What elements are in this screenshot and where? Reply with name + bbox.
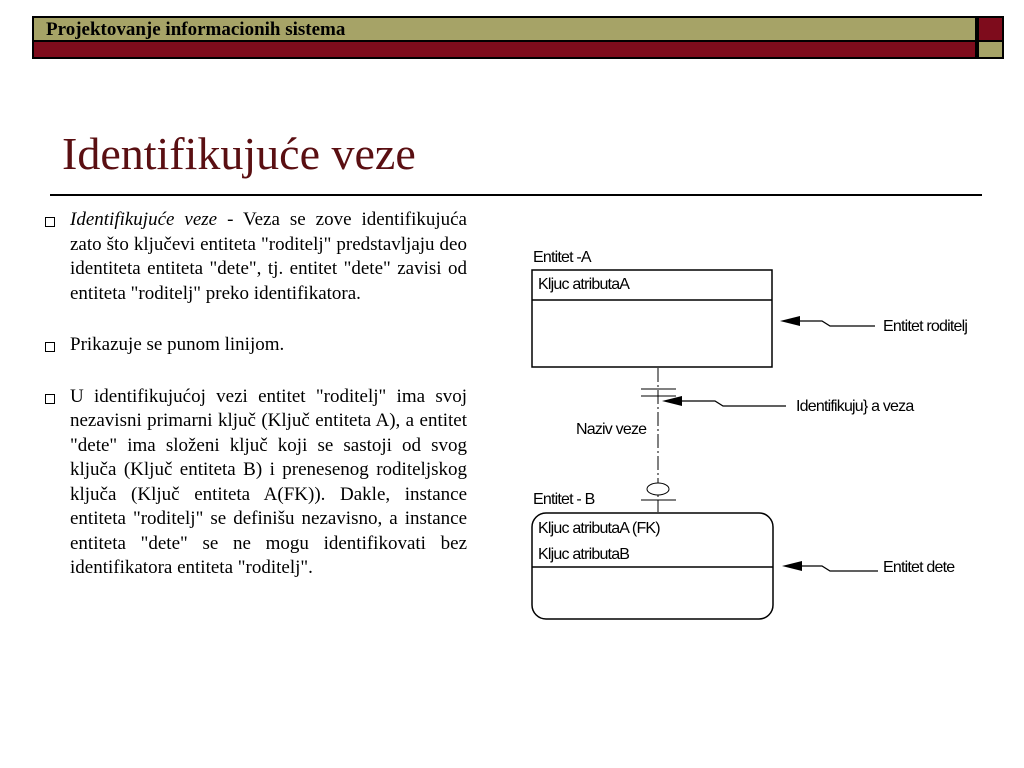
header-corner-square-bottom — [977, 42, 1004, 59]
optional-circle-icon — [647, 483, 669, 495]
entity-b-callout: Entitet dete — [883, 559, 955, 576]
header-corner-square-top — [977, 16, 1004, 42]
square-bullet-icon — [45, 217, 55, 227]
entity-a-key: Kljuc atributaA — [538, 276, 630, 293]
entity-b-label: Entitet - B — [533, 491, 595, 508]
header-title: Projektovanje informacionih sistema — [46, 19, 346, 40]
square-bullet-icon — [45, 342, 55, 352]
bullet-text: - Veza se zove identifikujuća zato što ključevi entiteta "roditelj" predstavljaju deo identiteta entiteta "dete", tj. entitet "dete" zavisi od entiteta "roditelj" preko identifikatora. — [70, 209, 467, 304]
entity-a-callout: Entitet roditelj — [883, 318, 968, 335]
bullet-list — [42, 208, 467, 608]
entity-a-label: Entitet -A — [533, 249, 591, 266]
bullet-emphasis: Identifikujuće veze — [70, 209, 218, 230]
bullet-item-parent-child — [42, 385, 467, 581]
header-bar — [32, 16, 977, 42]
er-diagram — [500, 230, 1010, 630]
square-bullet-icon — [45, 394, 55, 404]
arrowhead-icon — [782, 561, 802, 571]
bullet-item-solid-line — [42, 333, 467, 358]
bullet-text: U identifikujućoj vezi entitet "roditelj" ima svoj nezavisni primarni ključ (Ključ entiteta A), a entitet "dete" ima složeni ključ koji se sastoji od svog ključa (Ključ entiteta B) i prenesenog roditeljskog ključa (Ključ entiteta A(FK)). Dakle, instance entiteta "roditelj" se definišu nezavisno, a instance entiteta "dete" se ne mogu identifikovati bez identifikatora entiteta "roditelj". — [70, 385, 467, 578]
relationship-name: Naziv veze — [576, 421, 647, 438]
arrowhead-icon — [780, 316, 800, 326]
bullet-item-identifying — [42, 208, 467, 306]
slide-title: Identifikujuće veze — [62, 128, 416, 179]
relationship-callout-line — [668, 401, 786, 406]
entity-b-key-2: Kljuc atributaB — [538, 546, 630, 563]
title-divider — [50, 194, 982, 196]
relationship-callout: Identifikuju} a veza — [796, 398, 914, 415]
header-stripe — [32, 42, 977, 59]
entity-b-key-1: Kljuc atributaA (FK) — [538, 520, 660, 537]
arrowhead-icon — [662, 396, 682, 406]
bullet-text: Prikazuje se punom linijom. — [70, 334, 285, 355]
